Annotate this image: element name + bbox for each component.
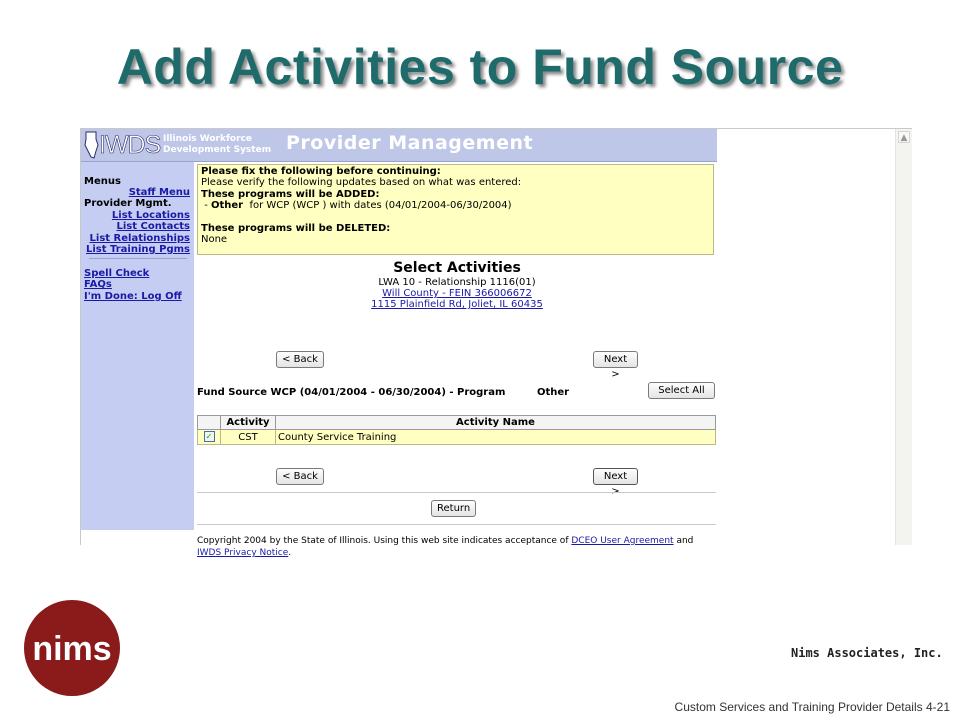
divider <box>197 492 716 493</box>
fund-source-line: Fund Source WCP (04/01/2004 - 06/30/2004) - Program <box>197 387 506 398</box>
vertical-scrollbar[interactable] <box>895 129 912 545</box>
sidebar-list-training-pgms-link[interactable]: List Training Pgms <box>85 244 190 255</box>
row-checkbox[interactable]: ✓ <box>204 431 215 442</box>
notice-added-dash: - <box>204 200 208 212</box>
address-link-row <box>197 299 717 310</box>
sidebar <box>81 162 194 530</box>
illinois-map-icon <box>83 131 99 159</box>
activity-code-cell: CST <box>221 430 276 445</box>
banner-title: Provider Management <box>286 132 534 154</box>
notice-added-details: for WCP (WCP ) with dates (04/01/2004-06/30/2004) <box>249 200 512 212</box>
next-button-bottom[interactable]: Next <box>593 468 638 485</box>
select-activities-heading: Select Activities <box>393 260 521 276</box>
sidebar-spell-check-link[interactable]: Spell Check <box>84 268 150 279</box>
table-header-row <box>198 416 716 430</box>
dceo-user-agreement-link[interactable]: DCEO User Agreement <box>571 536 674 546</box>
select-column-header <box>198 416 221 430</box>
notice-line-fix: Please fix the following before continuing: <box>201 166 441 177</box>
sidebar-provider-mgmt-label: Provider Mgmt. <box>84 198 172 209</box>
nims-logo <box>24 600 120 696</box>
activity-name-column-header: Activity Name <box>276 416 716 430</box>
address-link[interactable]: 1115 Plainfield Rd, Joliet, IL 60435 <box>371 299 543 310</box>
sidebar-faqs-link[interactable]: FAQs <box>84 279 112 290</box>
slide-title: Add Activities to Fund Source <box>116 39 844 95</box>
copyright-and: and <box>676 536 694 546</box>
fund-program: Other <box>537 387 570 398</box>
sidebar-list-relationships-link[interactable]: List Relationships <box>89 233 190 244</box>
notice-line-verify: Please verify the following updates based on what was entered: <box>201 177 522 189</box>
iwds-logo: IWDS <box>99 131 161 159</box>
select-all-button[interactable]: Select All <box>648 382 715 399</box>
next-button-top[interactable]: Next > <box>593 351 638 368</box>
banner-subtitle <box>163 134 271 156</box>
verification-notice <box>197 164 714 255</box>
sidebar-menus-label: Menus <box>84 176 121 187</box>
back-button-top[interactable]: < Back <box>276 351 324 368</box>
copyright-notice <box>197 535 716 559</box>
app-banner <box>81 129 717 162</box>
table-row[interactable] <box>198 430 716 445</box>
divider <box>197 524 716 525</box>
activity-column-header: Activity <box>221 416 276 430</box>
sidebar-list-locations-link[interactable]: List Locations <box>111 210 190 221</box>
nims-logo-text: nims <box>32 630 112 668</box>
banner-subtitle-line2: Development System <box>163 145 272 155</box>
county-link[interactable]: Will County - FEIN 366006672 <box>382 288 532 299</box>
slide-footer: Custom Services and Training Provider Details 4-21 <box>674 700 950 714</box>
notice-added-program: Other <box>210 200 244 212</box>
banner-subtitle-line1: Illinois Workforce <box>163 134 252 144</box>
browser-screenshot <box>80 128 912 558</box>
row-checkbox-cell[interactable] <box>198 430 221 445</box>
relationship-text: LWA 10 - Relationship 1116(01) <box>378 277 536 288</box>
activities-table <box>197 415 716 445</box>
scroll-up-arrow-icon[interactable]: ▲ <box>898 131 910 143</box>
notice-deleted-heading: These programs will be DELETED: <box>201 222 391 234</box>
sidebar-logoff-link[interactable]: I'm Done: Log Off <box>84 291 182 302</box>
copyright-text: Copyright 2004 by the State of Illinois. Using this web site indicates acceptance of <box>197 536 569 546</box>
sidebar-list-contacts-link[interactable]: List Contacts <box>116 221 190 232</box>
back-button-bottom[interactable]: < Back <box>276 468 324 485</box>
notice-added-heading: These programs will be ADDED: <box>201 188 380 200</box>
iwds-privacy-notice-link[interactable]: IWDS Privacy Notice <box>197 548 289 558</box>
copyright-period: . <box>288 548 292 558</box>
company-name: Nims Associates, Inc. <box>791 646 943 660</box>
notice-deleted-value: None <box>201 234 228 246</box>
county-link-row <box>197 288 717 299</box>
activity-name-cell: County Service Training <box>276 430 716 445</box>
sidebar-staff-menu-link[interactable]: Staff Menu <box>128 187 190 198</box>
return-button[interactable]: Return <box>431 500 476 517</box>
notice-added-item <box>201 200 710 211</box>
sidebar-divider <box>89 258 187 259</box>
